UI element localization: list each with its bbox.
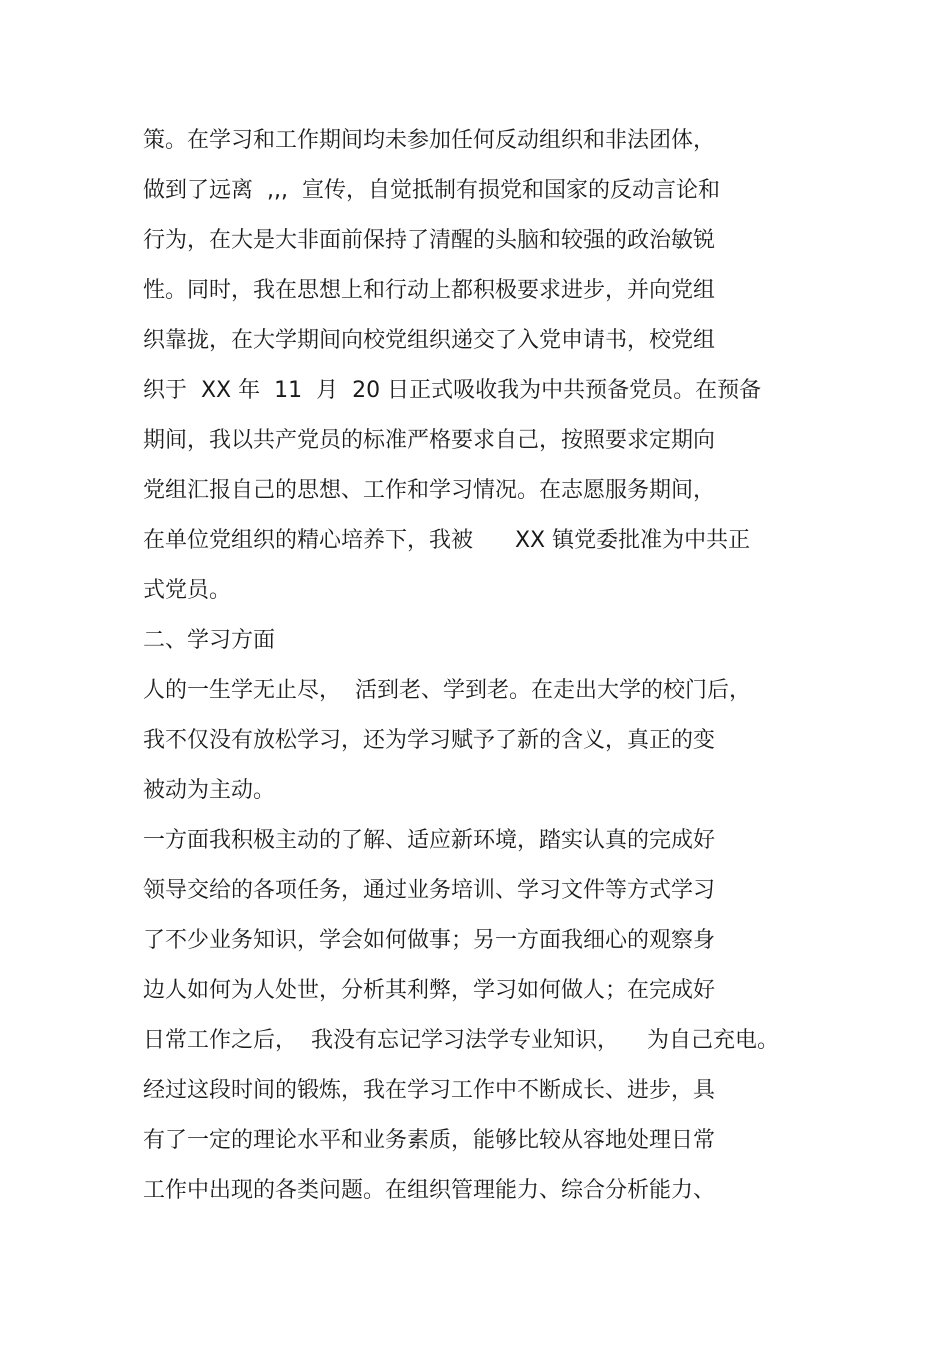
text-line: 织于 XX 年 11 月 20 日正式吸收我为中共预备党员。在预备	[143, 378, 762, 403]
text-line: 我不仅没有放松学习，还为学习赋予了新的含义，真正的变	[143, 728, 716, 753]
text-line: 工作中出现的各类问题。在组织管理能力、综合分析能力、	[143, 1178, 716, 1203]
text-line: 被动为主动。	[143, 778, 276, 803]
text-line: 党组汇报自己的思想、工作和学习情况。在志愿服务期间，	[143, 478, 716, 503]
section-heading: 二、学习方面	[143, 628, 276, 653]
text-line: 性。同时，我在思想上和行动上都积极要求进步，并向党组	[143, 278, 716, 303]
text-line: 式党员。	[143, 578, 232, 603]
text-line: 在单位党组织的精心培养下，我被 XX 镇党委批准为中共正	[143, 528, 751, 553]
text-line: 领导交给的各项任务，通过业务培训、学习文件等方式学习	[143, 878, 716, 903]
text-line: 有了一定的理论水平和业务素质，能够比较从容地处理日常	[143, 1128, 716, 1153]
text-line: 一方面我积极主动的了解、适应新环境，踏实认真的完成好	[143, 828, 716, 853]
text-line: 日常工作之后， 我没有忘记学习法学专业知识， 为自己充电。	[143, 1028, 779, 1053]
text-line: 做到了远离 ,,, 宣传，自觉抵制有损党和国家的反动言论和	[143, 178, 720, 203]
text-line: 经过这段时间的锻炼，我在学习工作中不断成长、进步，具	[143, 1078, 716, 1103]
document-body	[143, 116, 823, 1216]
text-line: 期间，我以共产党员的标准严格要求自己，按照要求定期向	[143, 428, 716, 453]
text-line: 人的一生学无止尽， 活到老、学到老。在走出大学的校门后，	[143, 678, 751, 703]
text-line: 行为，在大是大非面前保持了清醒的头脑和较强的政治敏锐	[143, 228, 716, 253]
text-line: 织靠拢，在大学期间向校党组织递交了入党申请书，校党组	[143, 328, 716, 353]
text-line: 策。在学习和工作期间均未参加任何反动组织和非法团体，	[143, 128, 716, 153]
text-line: 边人如何为人处世，分析其利弊，学习如何做人；在完成好	[143, 978, 716, 1003]
text-line: 了不少业务知识，学会如何做事；另一方面我细心的观察身	[143, 928, 716, 953]
